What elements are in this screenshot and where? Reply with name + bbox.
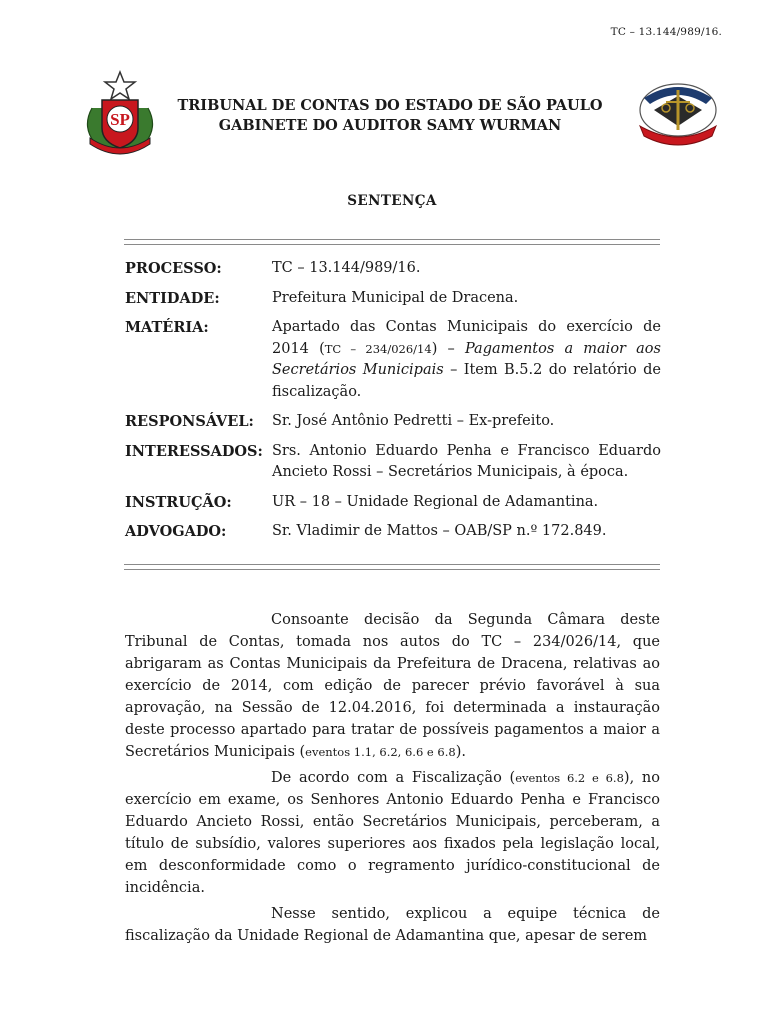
instrucao-label: INSTRUÇÃO:: [125, 493, 232, 511]
advogado-value: Sr. Vladimir de Mattos – OAB/SP n.º 172.849.: [272, 523, 607, 539]
processo-label: PROCESSO:: [125, 260, 222, 277]
paragraph-1-text-b: ).: [455, 744, 466, 760]
header-line-1: TRIBUNAL DE CONTAS DO ESTADO DE SÃO PAULO: [177, 97, 603, 114]
info-row-instrucao: [125, 492, 661, 514]
materia-text-c: – Item B.5.2 do relatório de fiscalização.: [272, 362, 662, 400]
paragraph-3: Nesse sentido, explicou a equipe técnica de fiscalização da Unidade Regional de Adamantina que, apesar de serem: [125, 906, 660, 944]
materia-text-a: Apartado das Contas Municipais do exercício de 2014 (: [272, 319, 661, 357]
sentence-body: [125, 609, 660, 951]
header-title: [170, 96, 610, 136]
info-row-processo: [125, 258, 661, 280]
interessados-value: Srs. Antonio Eduardo Penha e Francisco Eduardo Ancieto Rossi – Secretários Municipais, à época.: [272, 442, 661, 480]
paragraph-1: [125, 609, 660, 763]
info-row-interessados: [125, 441, 661, 484]
info-row-materia: [125, 317, 661, 403]
materia-value: [272, 317, 661, 403]
paragraph-2-text-b: ), no exercício em exame, os Senhores Antonio Eduardo Penha e Francisco Eduardo Ancieto Rossi, então Secretários Municipais, perceberam, a título de subsídio, valores superiores aos fixados pela legislação local, em desconformidade como o regramento jurídico-constitucional de incidência.: [125, 770, 660, 896]
seal-letters: SP: [110, 110, 130, 129]
processo-value: TC – 13.144/989/16.: [272, 260, 421, 276]
materia-label: MATÉRIA:: [125, 319, 209, 336]
page-number: TC – 13.144/989/16.: [610, 26, 722, 38]
info-row-entidade: [125, 288, 661, 310]
bottom-divider: [124, 564, 660, 570]
sao-paulo-coat-of-arms-icon: [78, 70, 162, 156]
responsavel-label: RESPONSÁVEL:: [125, 413, 254, 430]
top-divider: [124, 239, 660, 245]
tribunal-seal-icon: [636, 76, 720, 148]
paragraph-1-text-a: Consoante decisão da Segunda Câmara deste Tribunal de Contas, tomada nos autos do TC – 234/026/14, que abrigaram as Contas Municipais da Prefeitura de Dracena, relativas ao exercício de 2014, com edição de parecer prévio favorável à sua aprovação, na Sessão de 12.04.2016, foi determinada a instauração deste processo apartado para tratar de possíveis pagamentos a maior a Secretários Municipais (: [125, 612, 660, 760]
paragraph-1-events-ref: eventos 1.1, 6.2, 6.6 e 6.8: [305, 745, 456, 759]
materia-subject: Pagamentos a maior aos Secretários Municipais: [272, 340, 661, 378]
info-row-advogado: [125, 521, 661, 543]
interessados-label: INTERESSADOS:: [125, 442, 263, 460]
document-title: SENTENÇA: [347, 193, 437, 209]
entidade-label: ENTIDADE:: [125, 289, 220, 307]
materia-text-b: ) –: [431, 340, 465, 357]
paragraph-2: [125, 767, 660, 899]
header-line-2: GABINETE DO AUDITOR SAMY WURMAN: [218, 117, 562, 134]
info-row-responsavel: [125, 411, 661, 433]
paragraph-2-events-ref: eventos 6.2 e 6.8: [515, 771, 624, 785]
materia-process-ref: TC – 234/026/14: [324, 341, 432, 356]
entidade-value: Prefeitura Municipal de Dracena.: [272, 289, 519, 306]
instrucao-value: UR – 18 – Unidade Regional de Adamantina.: [272, 493, 599, 510]
paragraph-2-text-a: De acordo com a Fiscalização (: [271, 770, 516, 786]
responsavel-value: Sr. José Antônio Pedretti – Ex-prefeito.: [272, 413, 555, 429]
process-info: [125, 258, 661, 551]
advogado-label: ADVOGADO:: [125, 523, 227, 540]
